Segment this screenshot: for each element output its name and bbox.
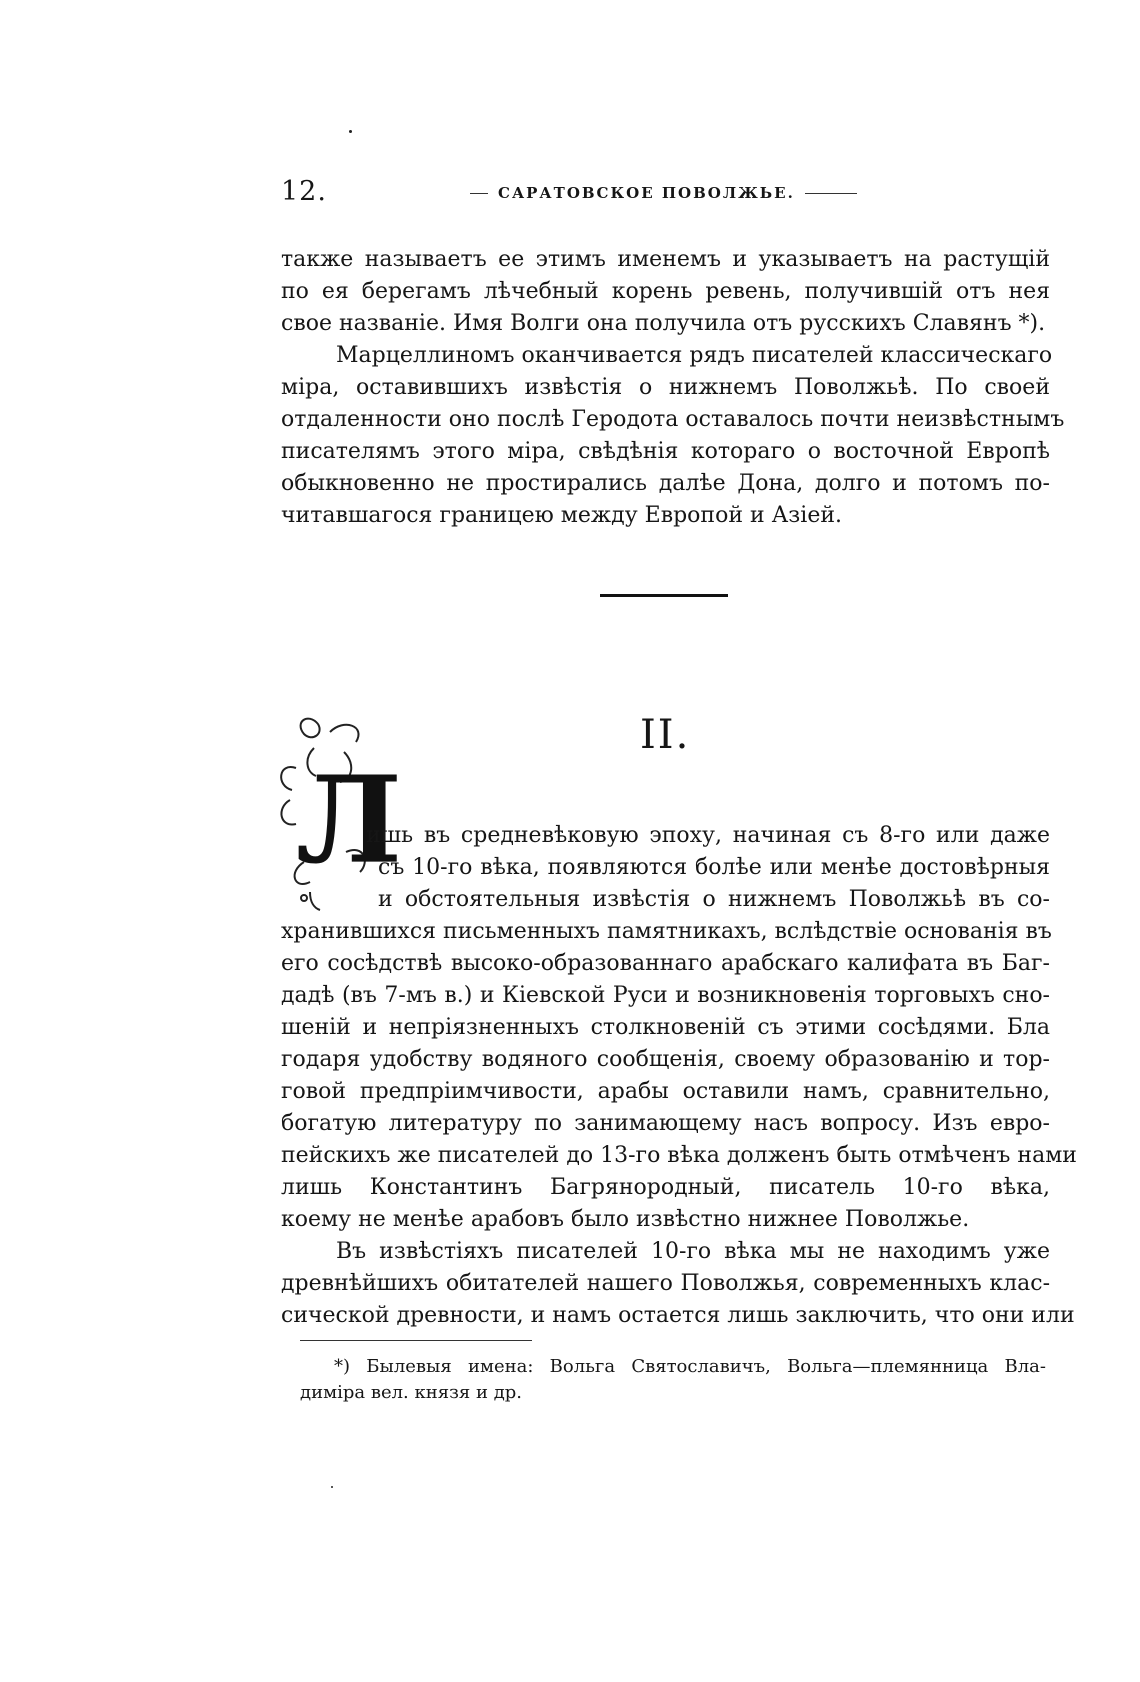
text-line: годаря удобству водяного сообщенія, своему образованію и тор- (281, 1047, 1050, 1072)
text-line: шеній и непріязненныхъ столкновеній съ этими сосѣдями. Бла (281, 1015, 1050, 1040)
print-speck (331, 1486, 333, 1488)
running-title: САРАТОВСКОЕ ПОВОЛЖЬЕ. (498, 184, 795, 202)
chapter-heading: II. (640, 712, 691, 758)
running-head (470, 184, 890, 202)
text-line: міра, оставившихъ извѣстія о нижнемъ Поволжьѣ. По своей (281, 375, 1050, 400)
decorative-initial (274, 712, 403, 912)
text-line: обыкновенно не простирались далѣе Дона, долго и потомъ по- (281, 471, 1050, 496)
text-line: отдаленности оно послѣ Геродота оставалось почти неизвѣстнымъ (281, 407, 1065, 432)
initial-letter: Л (296, 750, 403, 891)
text-line: хранившихся письменныхъ памятникахъ, вслѣдствіе основанія въ (281, 919, 1052, 944)
text-line: Марцеллиномъ оканчивается рядъ писателей классическаго (336, 343, 1053, 368)
text-line: пейскихъ же писателей до 13-го вѣка долженъ быть отмѣченъ нами (281, 1143, 1077, 1168)
text-line: съ 10-го вѣка, появляются болѣе или менѣе достовѣрныя (378, 855, 1050, 880)
text-line: также называетъ ее этимъ именемъ и указываетъ на растущій (281, 247, 1050, 272)
text-line: богатую литературу по занимающему насъ вопросу. Изъ евро- (281, 1111, 1050, 1136)
footnote-line: диміра вел. князя и др. (300, 1382, 523, 1403)
text-line: и обстоятельныя извѣстія о нижнемъ Поволжьѣ въ со- (378, 887, 1050, 912)
text-line: по ея берегамъ лѣчебный корень ревень, получившій отъ нея (281, 279, 1050, 304)
text-line: древнѣйшихъ обитателей нашего Поволжья, современныхъ клас- (281, 1271, 1050, 1296)
text-line: его сосѣдствѣ высоко-образованнаго арабскаго калифата въ Баг- (281, 951, 1050, 976)
text-line: ишь въ средневѣковую эпоху, начиная съ 8-го или даже (366, 823, 1050, 848)
print-speck (349, 130, 352, 133)
text-line: свое названіе. Имя Волги она получила отъ русскихъ Славянъ *). (281, 311, 1046, 336)
page-number: 12. (281, 176, 327, 207)
footnote-rule (300, 1340, 532, 1341)
text-line: писателямъ этого міра, свѣдѣнія котораго о восточной Европѣ (281, 439, 1050, 464)
text-line: сической древности, и намъ остается лишь заключить, что они или (281, 1303, 1075, 1328)
section-divider (600, 594, 728, 597)
text-line: Въ извѣстіяхъ писателей 10-го вѣка мы не находимъ уже (336, 1239, 1050, 1264)
footnote-line: *) Былевыя имена: Вольга Святославичъ, Вольга—племянница Вла- (334, 1356, 1046, 1377)
text-line: коему не менѣе арабовъ было извѣстно нижнее Поволжье. (281, 1207, 970, 1232)
text-line: лишь Константинъ Багрянородный, писатель 10-го вѣка, (281, 1175, 1050, 1200)
text-line: читавшагося границею между Европой и Азіей. (281, 503, 842, 528)
text-line: дадѣ (въ 7-мъ в.) и Кіевской Руси и возникновенія торговыхъ сно- (281, 983, 1050, 1008)
ornament-dash (805, 193, 857, 194)
ornament-dash (470, 193, 488, 194)
text-line: говой предпріимчивости, арабы оставили намъ, сравнительно, (281, 1079, 1050, 1104)
